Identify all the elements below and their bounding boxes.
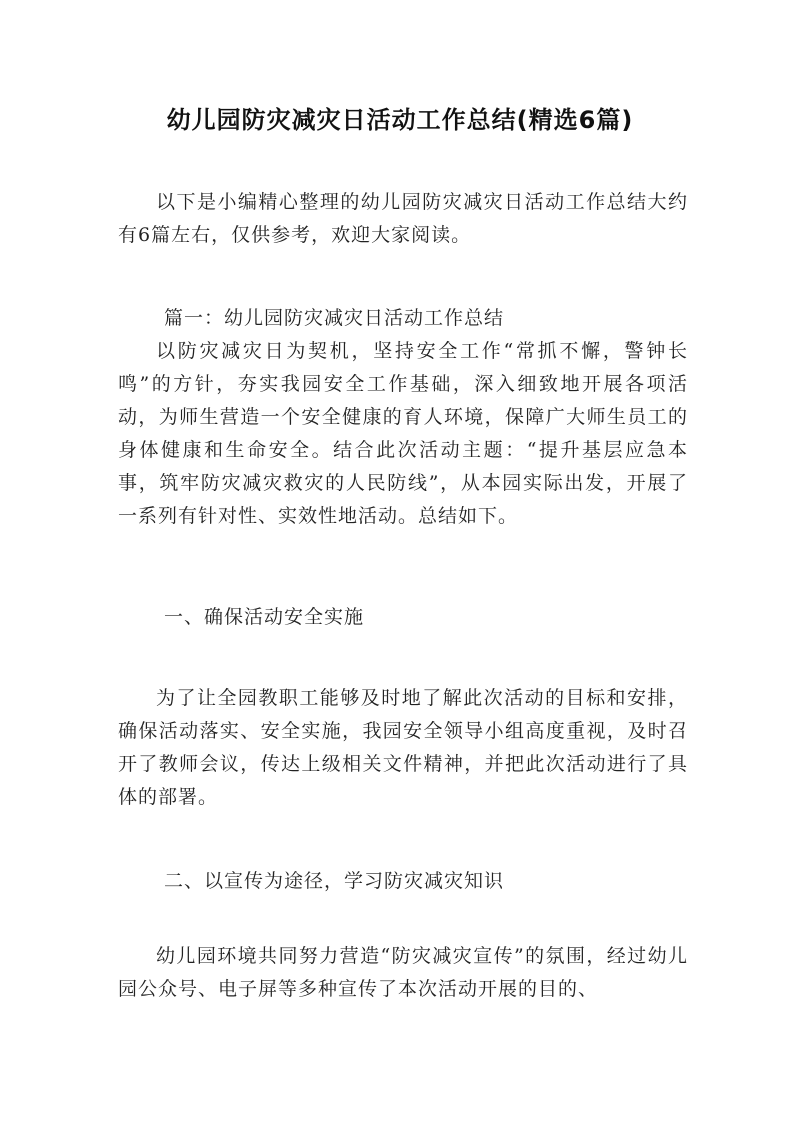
intro-paragraph: 以下是小编精心整理的幼儿园防灾减灾日活动工作总结大约有6篇左右，仅供参考，欢迎大家阅读。 [118, 191, 688, 246]
document-title: 幼儿园防灾减灾日活动工作总结(精选6篇) [166, 106, 634, 134]
section-one-heading: 一、确保活动安全实施 [164, 606, 365, 628]
section-two-paragraph: 幼儿园环境共同努力营造“防灾减灾宣传”的氛围，经过幼儿园公众号、电子屏等多种宣传了本次活动开展的目的、 [118, 945, 688, 1000]
section-two-heading: 二、以宣传为途径，学习防灾减灾知识 [164, 870, 505, 892]
section-one-paragraph: 为了让全园教职工能够及时地了解此次活动的目标和安排，确保活动落实、安全实施，我园安全领导小组高度重视，及时召开了教师会议，传达上级相关文件精神，并把此次活动进行了具体的部署。 [118, 687, 688, 808]
chapter-heading: 篇一：幼儿园防灾减灾日活动工作总结 [164, 307, 505, 329]
chapter-body-paragraph: 以防灾减灾日为契机，坚持安全工作“常抓不懈，警钟长鸣”的方针，夯实我园安全工作基础，深入细致地开展各项活动，为师生营造一个安全健康的育人环境，保障广大师生员工的身体健康和生命安全。结合此次活动主题：“提升基层应急本事，筑牢防灾减灾救灾的人民防线”，从本园实际出发，开展了一系列有针对性、实效性地活动。总结如下。 [118, 340, 688, 527]
